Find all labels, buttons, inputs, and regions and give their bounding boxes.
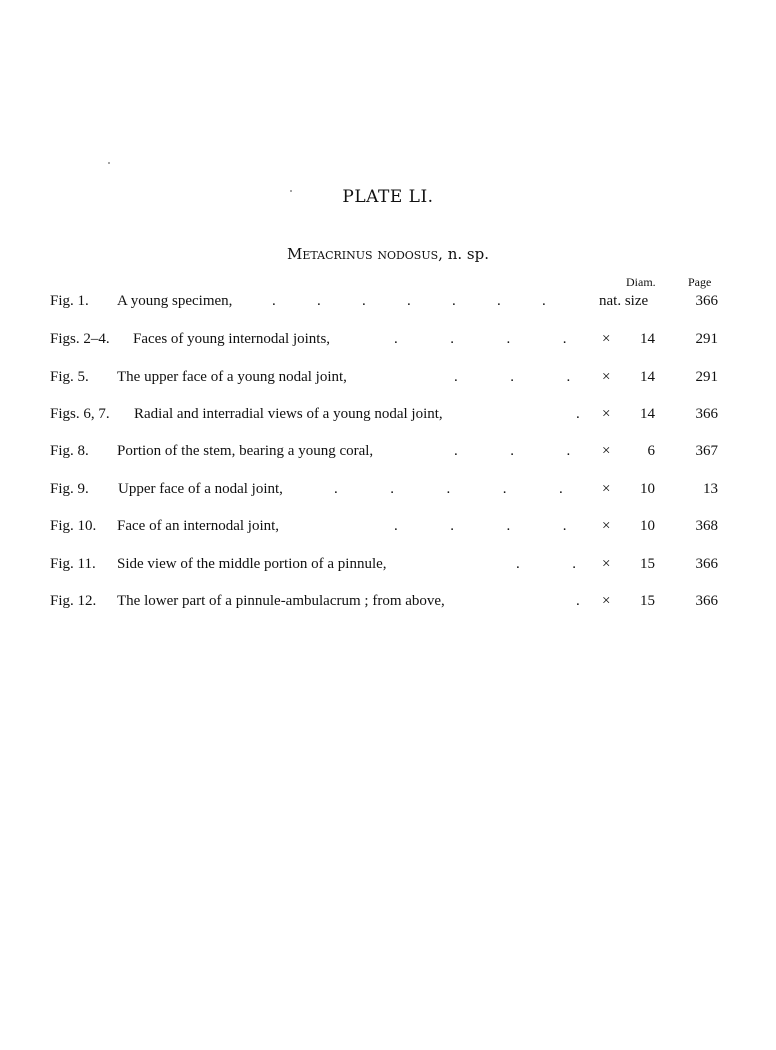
leader-dots: . — [576, 593, 580, 609]
figure-description: Upper face of a nodal joint, — [118, 481, 283, 497]
figure-row — [0, 331, 776, 355]
multiply-sign: × — [602, 369, 611, 385]
figure-number: Figs. 2–4. — [50, 331, 110, 347]
multiply-sign: × — [602, 406, 611, 422]
figure-row — [0, 443, 776, 467]
leader-dots: . . . — [454, 369, 571, 385]
figure-number: Fig. 1. — [50, 293, 89, 309]
page-number: 13 — [703, 481, 718, 497]
multiply-sign: × — [602, 593, 611, 609]
figure-number: Fig. 10. — [50, 518, 97, 534]
page-column-header: Page — [688, 275, 712, 289]
page-number: 367 — [695, 443, 718, 459]
figure-description: Radial and interradial views of a young nodal joint, — [134, 406, 443, 422]
plate-subtitle — [0, 245, 776, 263]
page-number: 366 — [695, 556, 718, 572]
figure-number: Fig. 11. — [50, 556, 96, 572]
diameter-value: 15 — [640, 556, 655, 572]
figure-row — [0, 481, 776, 505]
paper-speck — [108, 162, 110, 164]
figure-row — [0, 293, 776, 317]
diam-column-header: Diam. — [626, 275, 656, 289]
figure-row — [0, 593, 776, 617]
leader-dots: . — [576, 406, 580, 422]
page-number: 366 — [695, 406, 718, 422]
leader-dots: . . — [516, 556, 576, 572]
species-suffix: , n. sp. — [438, 245, 489, 263]
leader-dots: . . . . — [394, 518, 567, 534]
leader-dots: . . . . . . . — [272, 293, 546, 309]
figure-row — [0, 556, 776, 580]
figure-number: Figs. 6, 7. — [50, 406, 110, 422]
species-name: Metacrinus nodosus — [287, 245, 439, 263]
diameter-value: 10 — [640, 481, 655, 497]
figure-description: Side view of the middle portion of a pinnule, — [117, 556, 387, 572]
figure-description: Face of an internodal joint, — [117, 518, 280, 534]
diameter-value: 6 — [647, 443, 655, 459]
figure-description: The upper face of a young nodal joint, — [117, 369, 347, 385]
multiply-sign: × — [602, 481, 611, 497]
leader-dots: . . . . . — [334, 481, 563, 497]
figure-description: A young specimen, — [117, 293, 233, 309]
page-number: 368 — [695, 518, 718, 534]
figure-row — [0, 369, 776, 393]
figure-row — [0, 518, 776, 542]
page-number: 366 — [695, 293, 718, 309]
figure-number: Fig. 5. — [50, 369, 89, 385]
multiply-sign: × — [602, 518, 611, 534]
diameter-value: 14 — [640, 369, 655, 385]
figure-description: The lower part of a pinnule-ambulacrum ; from above, — [117, 593, 445, 609]
leader-dots: . . . — [454, 443, 571, 459]
leader-dots: . . . . — [394, 331, 567, 347]
diameter-value: 14 — [640, 406, 655, 422]
multiply-sign: × — [602, 443, 611, 459]
figure-description: Faces of young internodal joints, — [133, 331, 331, 347]
figure-number: Fig. 8. — [50, 443, 89, 459]
figure-row — [0, 406, 776, 430]
diameter-value: 15 — [640, 593, 655, 609]
multiply-sign: × — [602, 331, 611, 347]
figure-number: Fig. 12. — [50, 593, 97, 609]
figure-number: Fig. 9. — [50, 481, 89, 497]
plate-title: PLATE LI. — [342, 187, 434, 207]
diameter-value: 14 — [640, 331, 655, 347]
page-number: 291 — [695, 331, 718, 347]
diameter-value: 10 — [640, 518, 655, 534]
page-number: 291 — [695, 369, 718, 385]
figure-description: Portion of the stem, bearing a young coral, — [117, 443, 374, 459]
page-number: 366 — [695, 593, 718, 609]
diameter-value: nat. size — [599, 293, 649, 309]
multiply-sign: × — [602, 556, 611, 572]
